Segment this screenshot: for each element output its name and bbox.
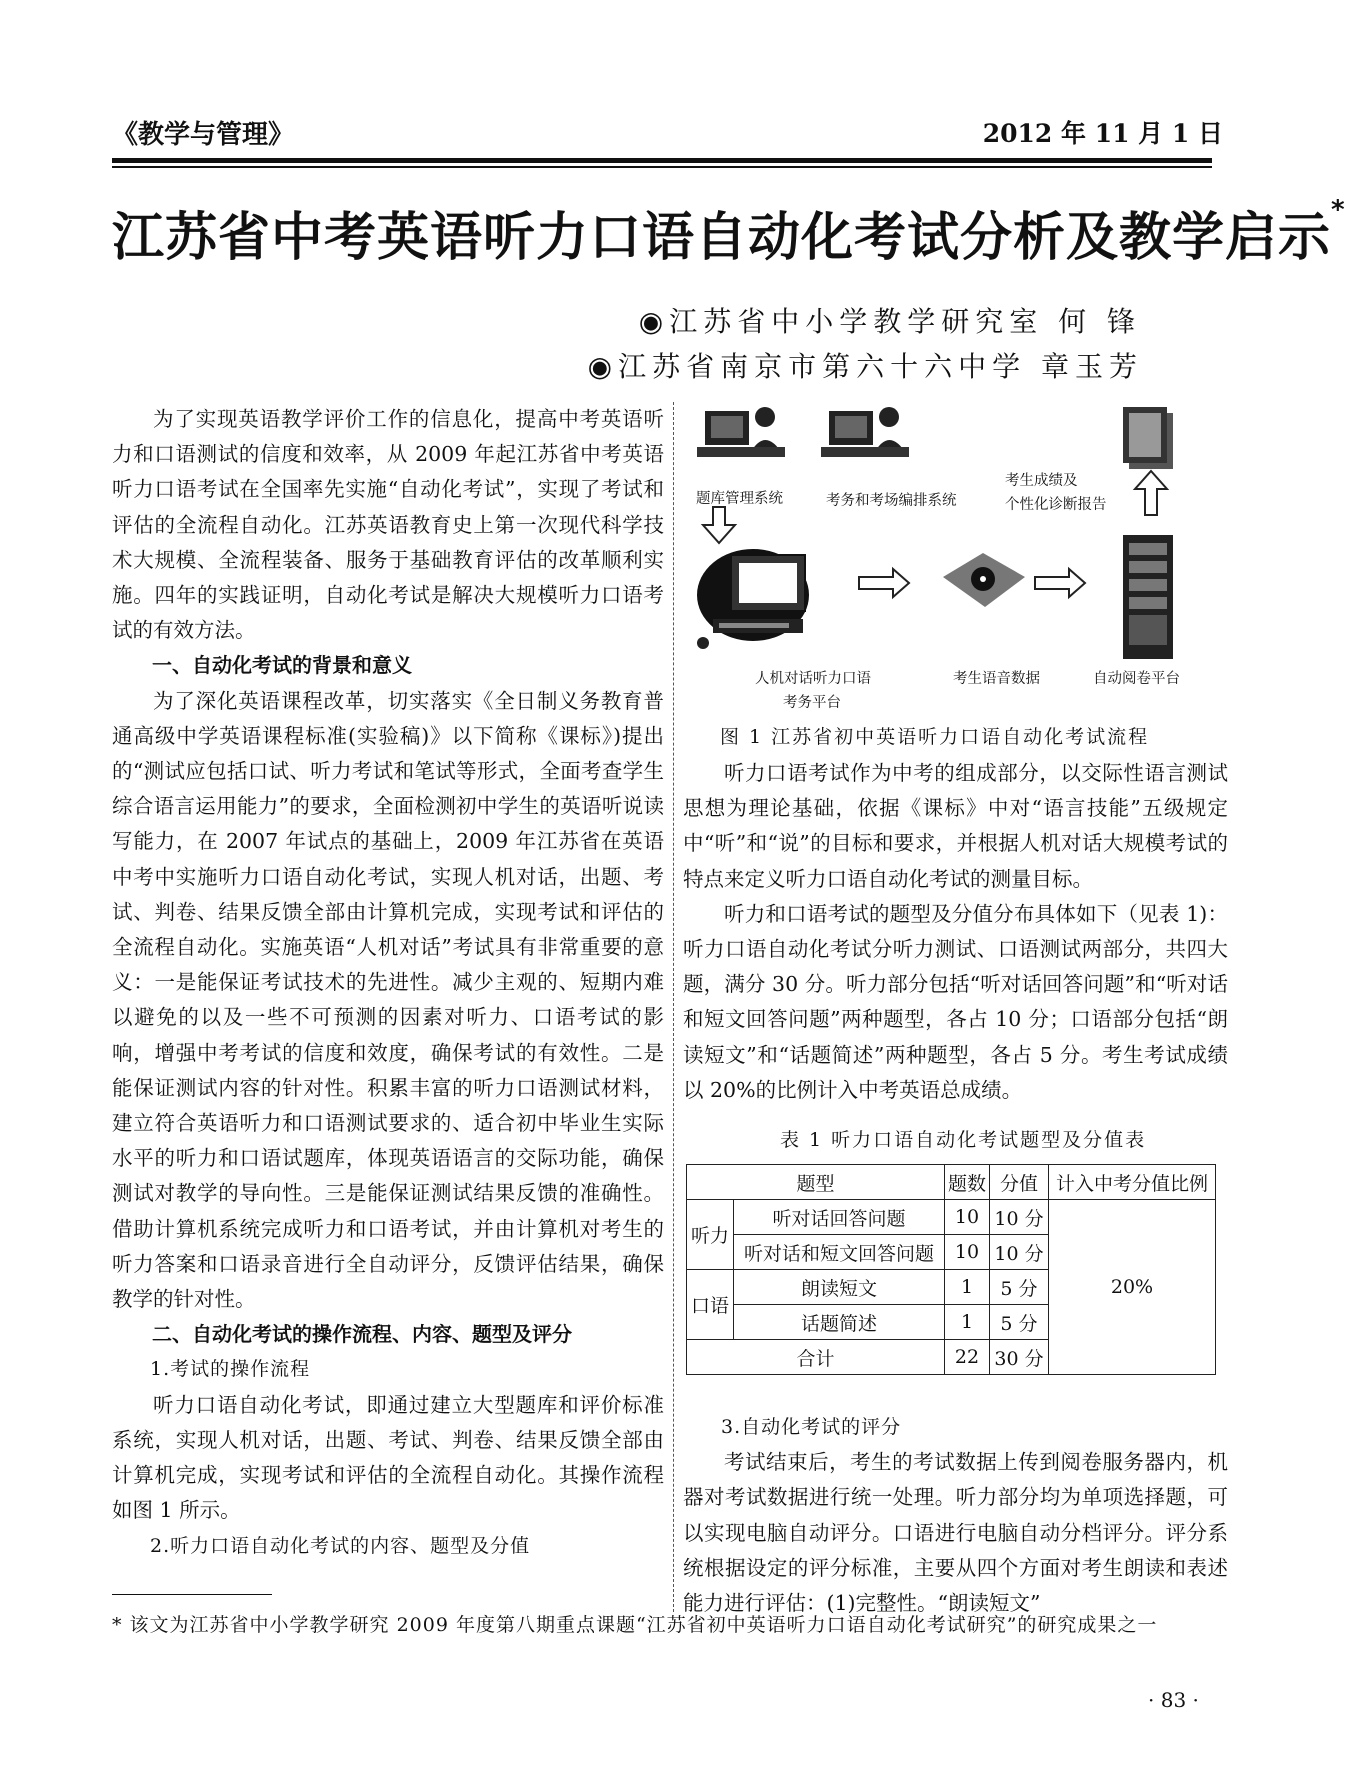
cell-count: 1	[945, 1305, 990, 1340]
journal-name: 《教学与管理》	[112, 120, 295, 150]
cell-ratio: 20%	[1049, 1200, 1216, 1375]
header-count: 题数	[945, 1165, 990, 1200]
label-exam-arrangement: 考务和考场编排系统	[826, 493, 957, 509]
label-voice-data: 考生语音数据	[953, 671, 1040, 687]
section-heading: 二、自动化考试的操作流程、内容、题型及评分	[152, 1322, 572, 1347]
cell-count: 10	[945, 1235, 990, 1270]
group-speaking: 口语	[687, 1270, 734, 1340]
label-platform-line1: 人机对话听力口语	[755, 671, 871, 687]
subsection-heading: 3.自动化考试的评分	[721, 1416, 902, 1438]
arrow-right-icon	[859, 569, 909, 597]
table-caption: 表 1 听力口语自动化考试题型及分值表	[780, 1129, 1147, 1151]
figure-caption: 图 1 江苏省初中英语听力口语自动化考试流程	[720, 726, 1150, 748]
cell-score: 5 分	[990, 1305, 1049, 1340]
right-column-upper	[683, 756, 1228, 1108]
label-report-line1: 考生成绩及	[1005, 473, 1078, 489]
cell-score: 10 分	[990, 1200, 1049, 1235]
cell-score: 5 分	[990, 1270, 1049, 1305]
issue-date: 2012 年 11 月 1 日	[982, 119, 1223, 148]
article-title	[112, 195, 1346, 270]
left-column	[112, 402, 664, 1564]
label-platform-line2: 考务平台	[783, 695, 841, 711]
subsection-heading: 1.考试的操作流程	[150, 1358, 311, 1381]
arrow-up-icon	[1135, 471, 1167, 515]
column-divider	[673, 402, 674, 1612]
header-rule-thin	[112, 166, 1212, 168]
label-grading-platform: 自动阅卷平台	[1093, 671, 1180, 687]
title-footnote-marker: *	[1331, 195, 1346, 225]
paragraph: 为了深化英语课程改革，切实落实《全日制义务教育普通高级中学英语课程标准(实验稿)》以下简称《课标》)提出的“测试应包括口试、听力考试和笔试等形式，全面考查学生综合语言运用能力”的要求，全面检测初中学生的英语听说读写能力，在 2007 年试点的基础上，2009 年江苏省在英语中考中实施听力口语自动化考试，实现人机对话，出题、考试、判卷、结果反馈全部由计算机完成，实现考试和评估的全流程自动化。实施英语“人机对话”考试具有非常重要的意义：一是能保证考试技术的先进性。减少主观的、短期内难以避免的以及一些不可预测的因素对听力、口语考试的影响，增强中考考试的信度和效度，确保考试的有效性。二是能保证测试内容的针对性。积累丰富的听力口语测试材料，建立符合英语听力和口语测试要求的、适合初中毕业生实际水平的听力和口语试题库，体现英语语言的交际功能，确保测试对教学的导向性。三是能保证测试结果反馈的准确性。借助计算机系统完成听力和口语考试，并由计算机对考生的听力答案和口语录音进行全自动评分，反馈评估结果，确保教学的针对性。	[112, 688, 664, 1312]
label-report-line2: 个性化诊断报告	[1005, 497, 1107, 513]
author-line-2: ◉江苏省南京市第六十六中学 章玉芳	[587, 350, 1143, 383]
author-line-1: ◉江苏省中小学教学研究室 何 锋	[638, 305, 1141, 338]
arrow-down-icon	[703, 507, 735, 543]
article-title-text: 江苏省中考英语听力口语自动化考试分析及教学启示	[112, 208, 1332, 268]
page-number: · 83 ·	[1148, 1688, 1199, 1712]
footnote: * 该文为江苏省中小学教学研究 2009 年度第八期重点课题“江苏省初中英语听力口语自动化考试研究”的研究成果之一	[112, 1614, 1158, 1636]
arrow-right-icon	[1035, 569, 1085, 597]
server-icon	[1123, 535, 1173, 659]
group-listening: 听力	[687, 1200, 734, 1270]
operator-workstation-icon	[697, 407, 785, 457]
cell-type: 话题简述	[734, 1305, 945, 1340]
cell-count: 1	[945, 1270, 990, 1305]
paragraph: 为了实现英语教学评价工作的信息化，提高中考英语听力和口语测试的信度和效率，从 2009 年起江苏省中考英语听力口语考试在全国率先实施“自动化考试”，实现了考试和评估的全流程自动化。江苏英语教育史上第一次现代科学技术大规模、全流程装备、服务于基础教育评估的改革顺利实施。四年的实践证明，自动化考试是解决大规模听力口语考试的有效方法。	[112, 407, 664, 643]
cell-total-score: 30 分	[990, 1340, 1049, 1375]
cell-count: 10	[945, 1200, 990, 1235]
disc-icon	[943, 553, 1025, 607]
cell-score: 10 分	[990, 1235, 1049, 1270]
section-heading: 一、自动化考试的背景和意义	[152, 653, 412, 678]
table-row	[687, 1200, 1216, 1235]
right-column-lower	[683, 1410, 1228, 1621]
cell-total-label: 合计	[687, 1340, 945, 1375]
cell-total-count: 22	[945, 1340, 990, 1375]
header-ratio: 计入中考分值比例	[1049, 1165, 1216, 1200]
table-header-row	[687, 1165, 1216, 1200]
header-type: 题型	[687, 1165, 945, 1200]
computer-icon	[697, 549, 809, 649]
footnote-rule	[112, 1594, 272, 1595]
report-document-icon	[1123, 407, 1173, 469]
cell-type: 听对话和短文回答问题	[734, 1235, 945, 1270]
flow-figure	[683, 395, 1228, 725]
header-rule-thick	[112, 158, 1212, 163]
cell-type: 朗读短文	[734, 1270, 945, 1305]
paragraph: 考试结束后，考生的考试数据上传到阅卷服务器内，机器对考试数据进行统一处理。听力部分均为单项选择题，可以实现电脑自动评分。口语进行电脑自动分档评分。评分系统根据设定的评分标准，主要从四个方面对考生朗读和表述能力进行评估：(1)完整性。“朗读短文”	[683, 1450, 1228, 1616]
header-score: 分值	[990, 1165, 1049, 1200]
paragraph: 听力口语自动化考试，即通过建立大型题库和评价标准系统，实现人机对话，出题、考试、判卷、结果反馈全部由计算机完成，实现考试和评估的全流程自动化。其操作流程如图 1 所示。	[112, 1392, 664, 1523]
label-question-bank: 题库管理系统	[696, 491, 783, 507]
operator-workstation-icon	[821, 407, 909, 457]
cell-type: 听对话回答问题	[734, 1200, 945, 1235]
score-table	[686, 1164, 1216, 1375]
subsection-heading: 2.听力口语自动化考试的内容、题型及分值	[150, 1534, 531, 1557]
paragraph: 听力口语考试作为中考的组成部分，以交际性语言测试思想为理论基础，依据《课标》中对“语言技能”五级规定中“听”和“说”的目标和要求，并根据人机对话大规模考试的特点来定义听力口语自动化考试的测量目标。	[683, 761, 1228, 891]
paragraph: 听力和口语考试的题型及分值分布具体如下（见表 1)：听力口语自动化考试分听力测试、口语测试两部分，共四大题，满分 30 分。听力部分包括“听对话回答问题”和“听对话和短文回答问题”两种题型，各占 10 分；口语部分包括“朗读短文”和“话题简述”两种题型，各占 5 分。考生考试成绩以 20%的比例计入中考英语总成绩。	[683, 901, 1228, 1102]
